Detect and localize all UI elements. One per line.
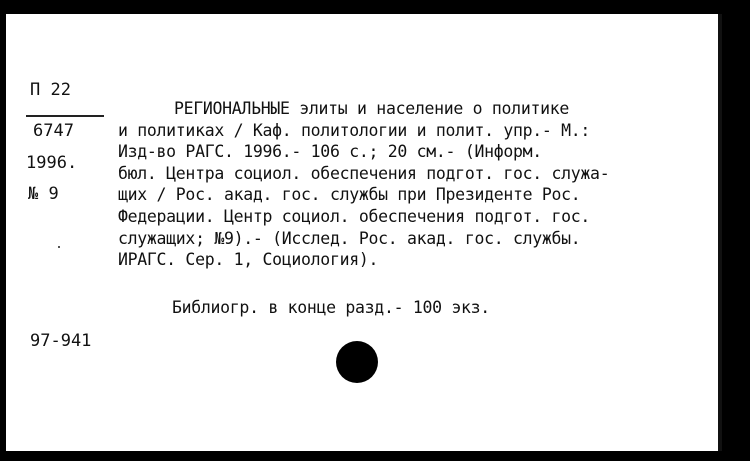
catalog-card: [6, 14, 718, 451]
issue-number: № 9: [28, 184, 59, 204]
card-number: 97-941: [30, 331, 92, 351]
shelf-class: П 22: [30, 80, 71, 100]
bibliography-note: Библиогр. в конце разд.- 100 экз.: [172, 298, 490, 317]
description-line: служащих; №9).- (Исслед. Рос. акад. гос. службы.: [118, 228, 581, 248]
shelf-divider: [26, 115, 104, 117]
description-line: и политиках / Каф. политологии и полит. упр.- М.:: [118, 120, 591, 140]
shelf-number: 6747: [33, 121, 74, 141]
description-line: ИРАГС. Сер. 1, Социология).: [118, 250, 379, 270]
punch-hole: [336, 341, 378, 383]
card-edge: [718, 14, 722, 451]
description-line: РЕГИОНАЛЬНЫЕ элиты и население о политике: [174, 99, 569, 118]
bibliographic-description: [118, 98, 708, 271]
scan-speck: [58, 246, 60, 248]
description-line: Изд-во РАГС. 1996.- 106 с.; 20 см.- (Информ.: [118, 142, 542, 162]
description-line: бюл. Центра социол. обеспечения подгот. гос. служа-: [118, 163, 610, 183]
publication-year: 1996.: [26, 153, 78, 173]
description-line: Федерации. Центр социол. обеспечения подгот. гос.: [118, 206, 591, 226]
description-line: щих / Рос. акад. гос. службы при Президенте Рос.: [118, 185, 581, 205]
